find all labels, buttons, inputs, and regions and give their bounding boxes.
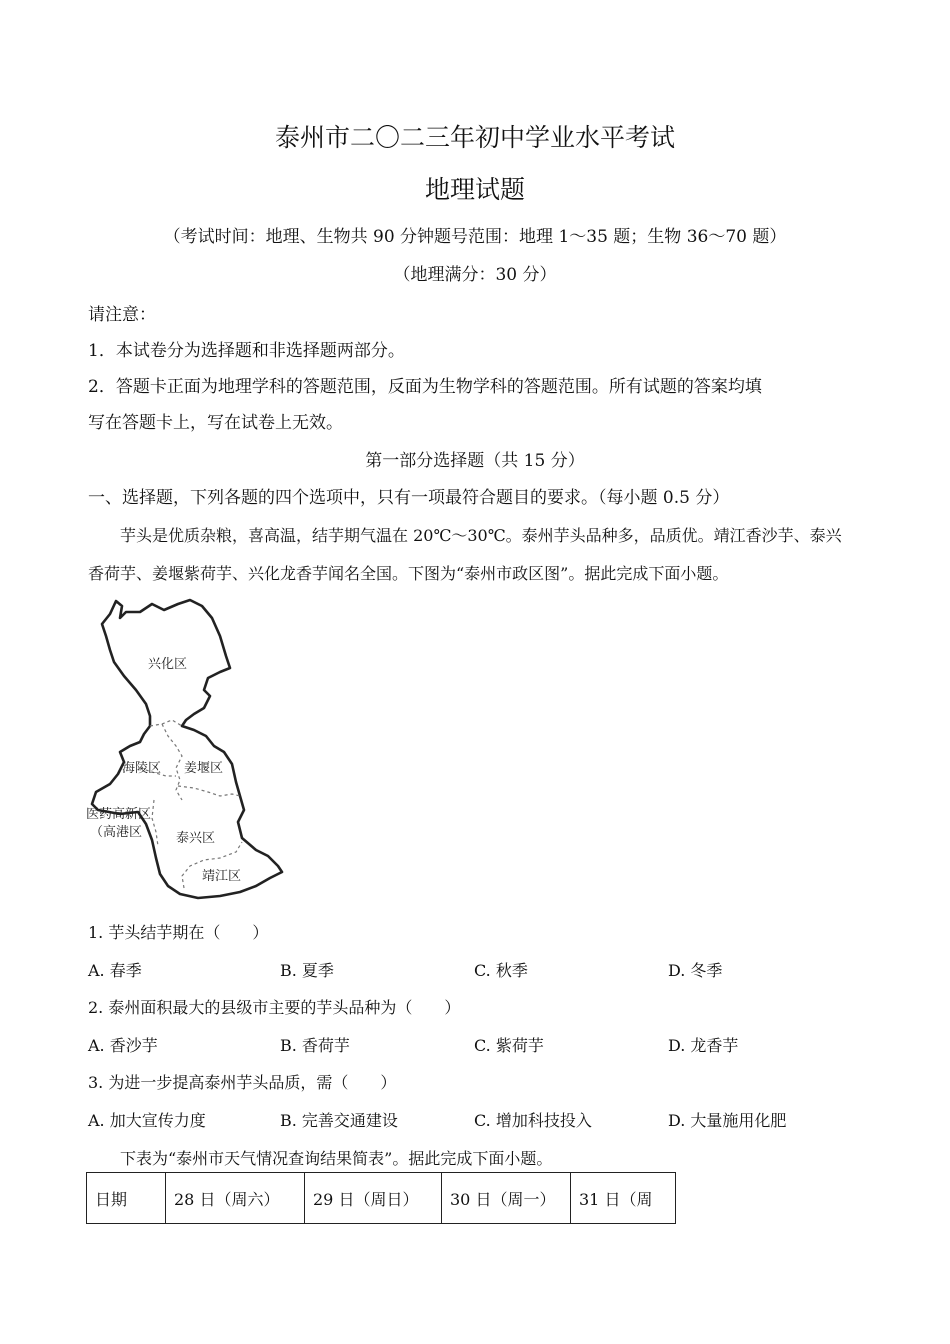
map-label-yiyao: 医药高新区	[86, 807, 152, 822]
map-outer-boundary	[92, 600, 282, 898]
question-2-option-a: A. 香沙芋	[88, 1036, 158, 1055]
question-3-option-a: A. 加大宣传力度	[88, 1111, 206, 1130]
passage2-text: 下表为“泰州市天气情况查询结果简表”。据此完成下面小题。	[120, 1149, 553, 1168]
weather-table	[86, 1172, 676, 1224]
question-3-option-d: D. 大量施用化肥	[668, 1111, 787, 1130]
passage1-line-1: 芋头是优质杂粮，喜高温，结芋期气温在 20℃～30℃。泰州芋头品种多，品质优。靖江香沙芋、泰兴	[120, 526, 842, 545]
question-1-option-c: C. 秋季	[474, 961, 528, 980]
table-header-cell: 31 日（周	[571, 1173, 676, 1224]
table-header-cell: 28 日（周六）	[166, 1173, 305, 1224]
question-1-option-d: D. 冬季	[668, 961, 723, 980]
notice-heading: 请注意：	[88, 305, 156, 325]
question-3-option-b: B. 完善交通建设	[280, 1111, 398, 1130]
table-header-cell: 29 日（周日）	[305, 1173, 442, 1224]
table-header-cell: 日期	[87, 1173, 166, 1224]
notice-item-1: 1．本试卷分为选择题和非选择题两部分。	[88, 341, 405, 361]
question-3-stem: 3. 为进一步提高泰州芋头品质，需（ ）	[88, 1073, 397, 1092]
exam-time-note: （考试时间：地理、生物共 90 分钟题号范围：地理 1～35 题；生物 36～70 题）	[163, 227, 787, 247]
map-inner-boundary	[150, 720, 182, 726]
map-label-gaogang: （高港区	[90, 825, 143, 840]
exam-subtitle: 地理试题	[424, 175, 525, 204]
part1-instruction: 一、选择题，下列各题的四个选项中，只有一项最符合题目的要求。（每小题 0.5 分）	[88, 488, 730, 508]
part1-heading: 第一部分选择题（共 15 分）	[365, 451, 585, 471]
table-header-cell: 30 日（周一）	[442, 1173, 571, 1224]
exam-title: 泰州市二〇二三年初中学业水平考试	[274, 123, 675, 152]
table-row	[87, 1173, 676, 1224]
question-2-stem: 2. 泰州面积最大的县级市主要的芋头品种为（ ）	[88, 998, 461, 1017]
map-label-hailing: 海陵区	[122, 761, 162, 776]
map-label-xinghua: 兴化区	[148, 657, 188, 672]
taizhou-district-map	[80, 596, 300, 906]
notice-item-2-line-2: 写在答题卡上，写在试卷上无效。	[88, 413, 343, 433]
question-1-option-b: B. 夏季	[280, 961, 334, 980]
map-inner-boundary	[178, 786, 240, 796]
question-2-option-c: C. 紫荷芋	[474, 1036, 544, 1055]
question-3-option-c: C. 增加科技投入	[474, 1111, 592, 1130]
question-2-option-d: D. 龙香芋	[668, 1036, 739, 1055]
question-1-option-a: A. 春季	[88, 961, 142, 980]
map-label-jiangyan: 姜堰区	[184, 761, 224, 776]
full-score-note: （地理满分：30 分）	[393, 265, 557, 285]
passage1-line-2: 香荷芋、姜堰紫荷芋、兴化龙香芋闻名全国。下图为“泰州市政区图”。据此完成下面小题。	[88, 564, 729, 583]
map-label-taixing: 泰兴区	[176, 831, 216, 846]
map-inner-boundary	[162, 724, 182, 800]
question-2-option-b: B. 香荷芋	[280, 1036, 350, 1055]
notice-item-2-line-1: 2．答题卡正面为地理学科的答题范围，反面为生物学科的答题范围。所有试题的答案均填	[88, 377, 762, 397]
question-1-stem: 1. 芋头结芋期在（ ）	[88, 923, 269, 942]
map-label-jingjiang: 靖江区	[202, 869, 242, 884]
